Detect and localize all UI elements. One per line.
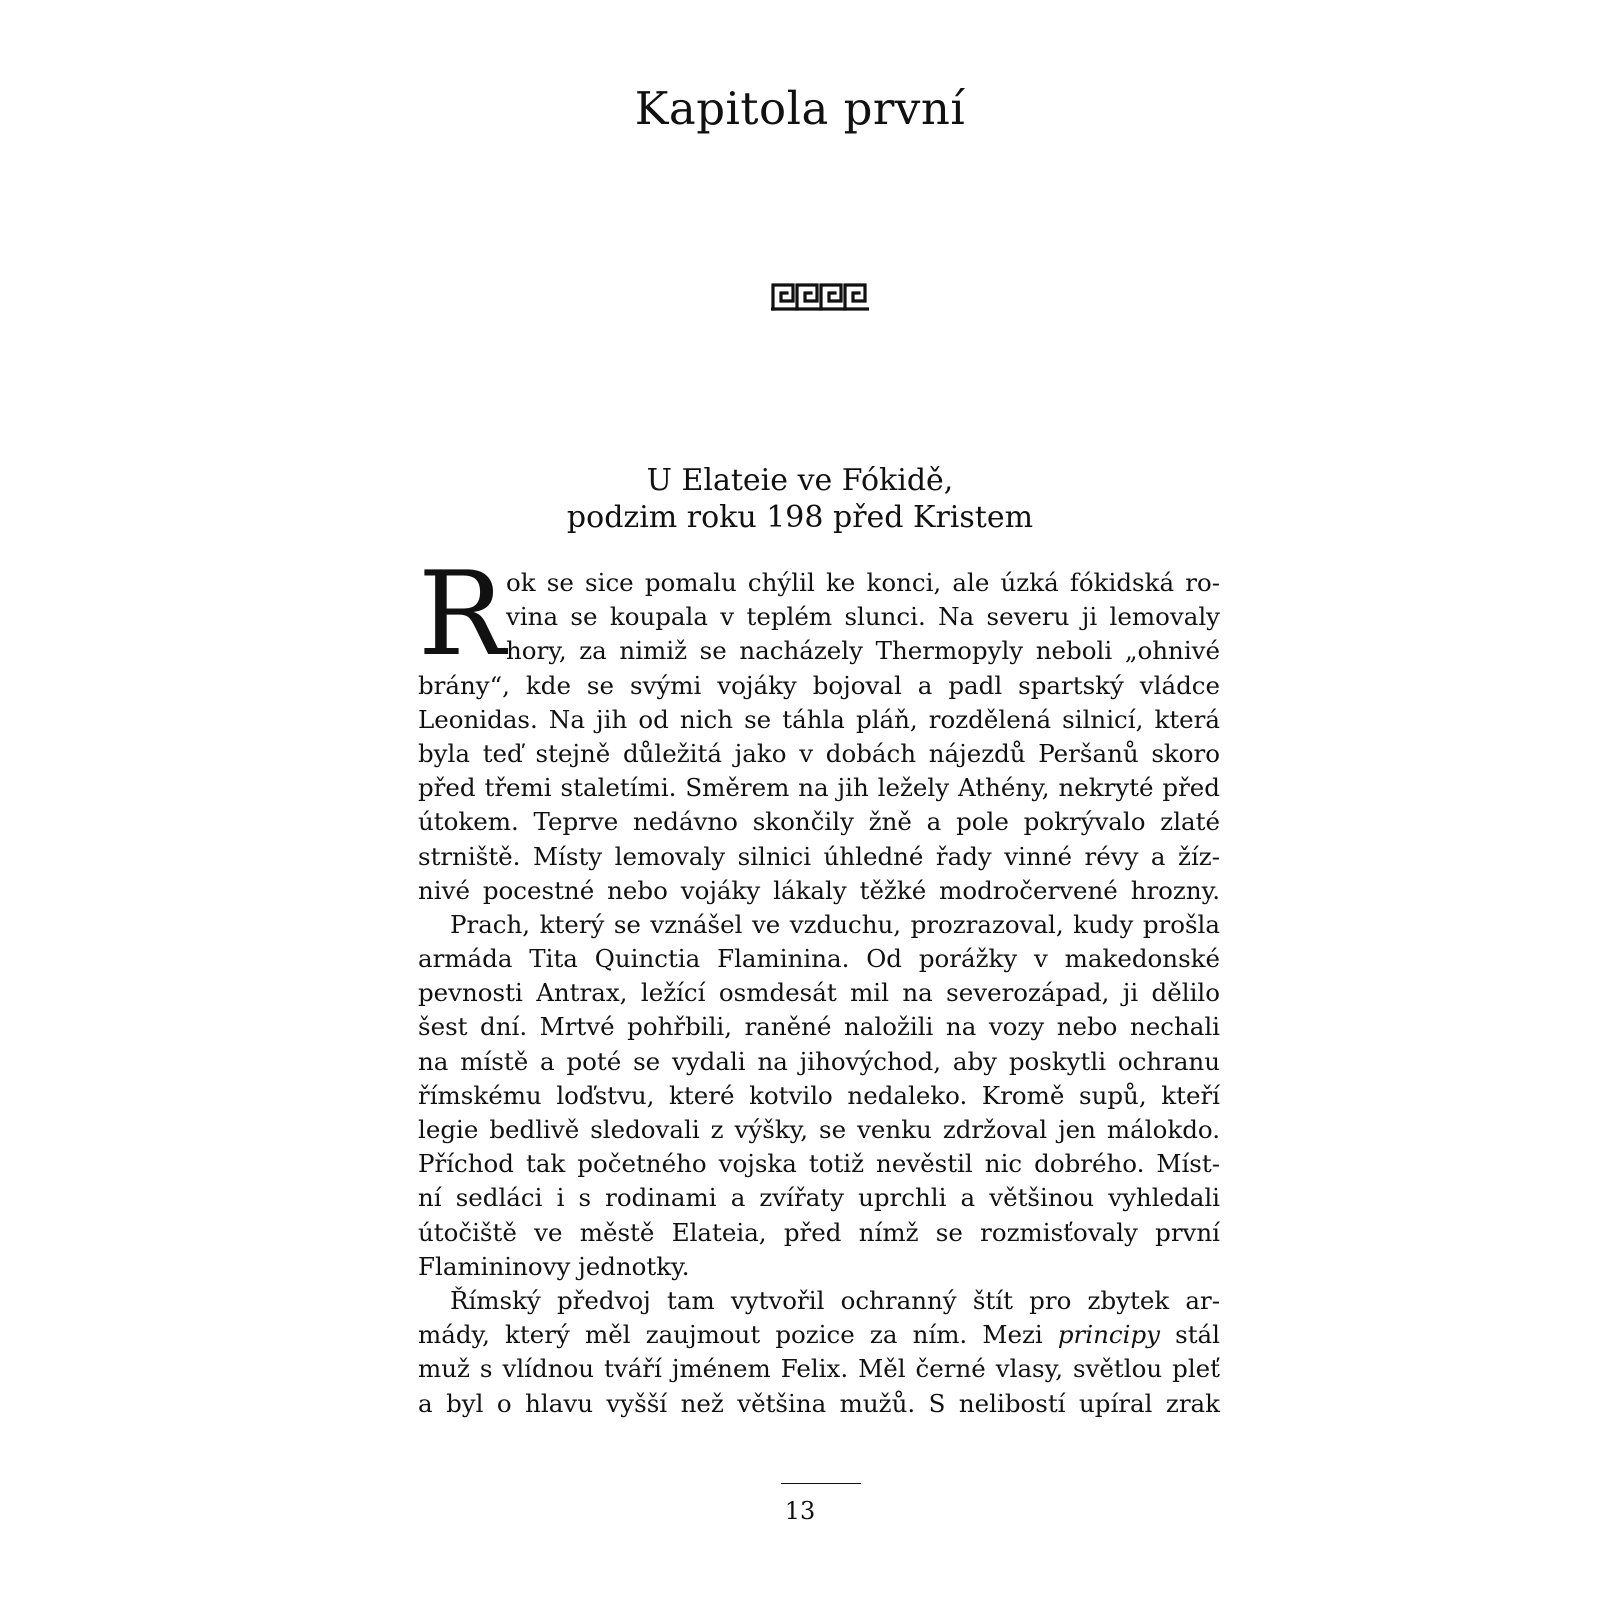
- text-line: Římský předvoj tam vytvořil ochranný štít pro zbytek ar-: [450, 1285, 1220, 1315]
- text-line: před třemi staletími. Směrem na jih ležely Athény, nekryté před: [418, 773, 1220, 803]
- paragraph-2: [418, 908, 1220, 1284]
- text-segment: stál: [1159, 1320, 1220, 1350]
- text-line: útokem. Teprve nedávno skončily žně a pole pokrývalo zlaté: [418, 807, 1220, 837]
- text-line: byla teď stejně důležitá jako v dobách nájezdů Peršanů skoro: [418, 738, 1220, 768]
- text-line: Flamininovy jednotky.: [418, 1251, 690, 1281]
- text-line: na místě a poté se vydali na jihovýchod, aby poskytli ochranu: [418, 1046, 1220, 1076]
- text-line: hory, za nimiž se nacházely Thermopyly neboli „ohnivé: [506, 636, 1220, 666]
- text-line: šest dní. Mrtvé pohřbili, raněné naložili na vozy nebo nechali: [418, 1012, 1220, 1042]
- text-line: římskému loďstvu, které kotvilo nedaleko. Kromě supů, kteří: [418, 1080, 1220, 1110]
- text-line: pevnosti Antrax, ležící osmdesát mil na severozápad, ji dělilo: [418, 978, 1220, 1008]
- chapter-title: Kapitola první: [634, 82, 966, 135]
- italic-term: principy: [1057, 1320, 1160, 1350]
- text-line: Prach, který se vznášel ve vzduchu, prozrazoval, kudy prošla: [450, 909, 1220, 939]
- text-line: útočiště ve městě Elateia, před nímž se rozmisťovaly první: [418, 1217, 1220, 1247]
- text-line: [418, 1318, 1220, 1352]
- location-heading: [0, 462, 1600, 536]
- text-line: strniště. Místy lemovaly silnici úhledné řady vinné révy a žíz-: [418, 841, 1220, 871]
- text-line: vina se koupala v teplém slunci. Na severu ji lemovaly: [506, 602, 1220, 632]
- footer-rule: [781, 1483, 861, 1484]
- location-heading-line-2: podzim roku 198 před Kristem: [566, 500, 1034, 535]
- text-line: legie bedlivě sledovali z výšky, se venku zdržoval jen málokdo.: [418, 1115, 1220, 1144]
- text-line: armáda Tita Quinctia Flaminina. Od porážky v makedonské: [418, 944, 1220, 974]
- text-line: ok se sice pomalu chýlil ke konci, ale úzká fókidská ro-: [506, 568, 1220, 597]
- text-line: a byl o hlavu vyšší než většina mužů. S nelibostí upíral zrak: [418, 1388, 1220, 1418]
- paragraph-3: [418, 1284, 1220, 1421]
- text-line: brány“, kde se svými vojáky bojoval a padl spartský vládce: [418, 670, 1220, 700]
- location-heading-line-1: U Elateie ve Fókidě,: [646, 463, 954, 498]
- body-text: [418, 547, 1220, 1421]
- page-number: 13: [784, 1497, 816, 1525]
- text-line: ní sedláci i s rodinami a zvířaty uprchli a většinou vyhledali: [418, 1183, 1220, 1213]
- paragraph-1: [418, 547, 1220, 908]
- text-segment: mády, který měl zaujmout pozice za ním. Mezi: [418, 1320, 1058, 1350]
- greek-meander-ornament-icon: [771, 283, 869, 311]
- text-line: nivé pocestné nebo vojáky lákaly těžké modročervené hrozny.: [418, 875, 1220, 905]
- drop-cap: R: [418, 547, 506, 682]
- text-line: Příchod tak početného vojska totiž nevěstil nic dobrého. Míst-: [418, 1149, 1220, 1179]
- text-line: Leonidas. Na jih od nich se táhla pláň, rozdělená silnicí, která: [418, 704, 1220, 734]
- text-line: muž s vlídnou tváří jménem Felix. Měl černé vlasy, světlou pleť: [418, 1354, 1220, 1384]
